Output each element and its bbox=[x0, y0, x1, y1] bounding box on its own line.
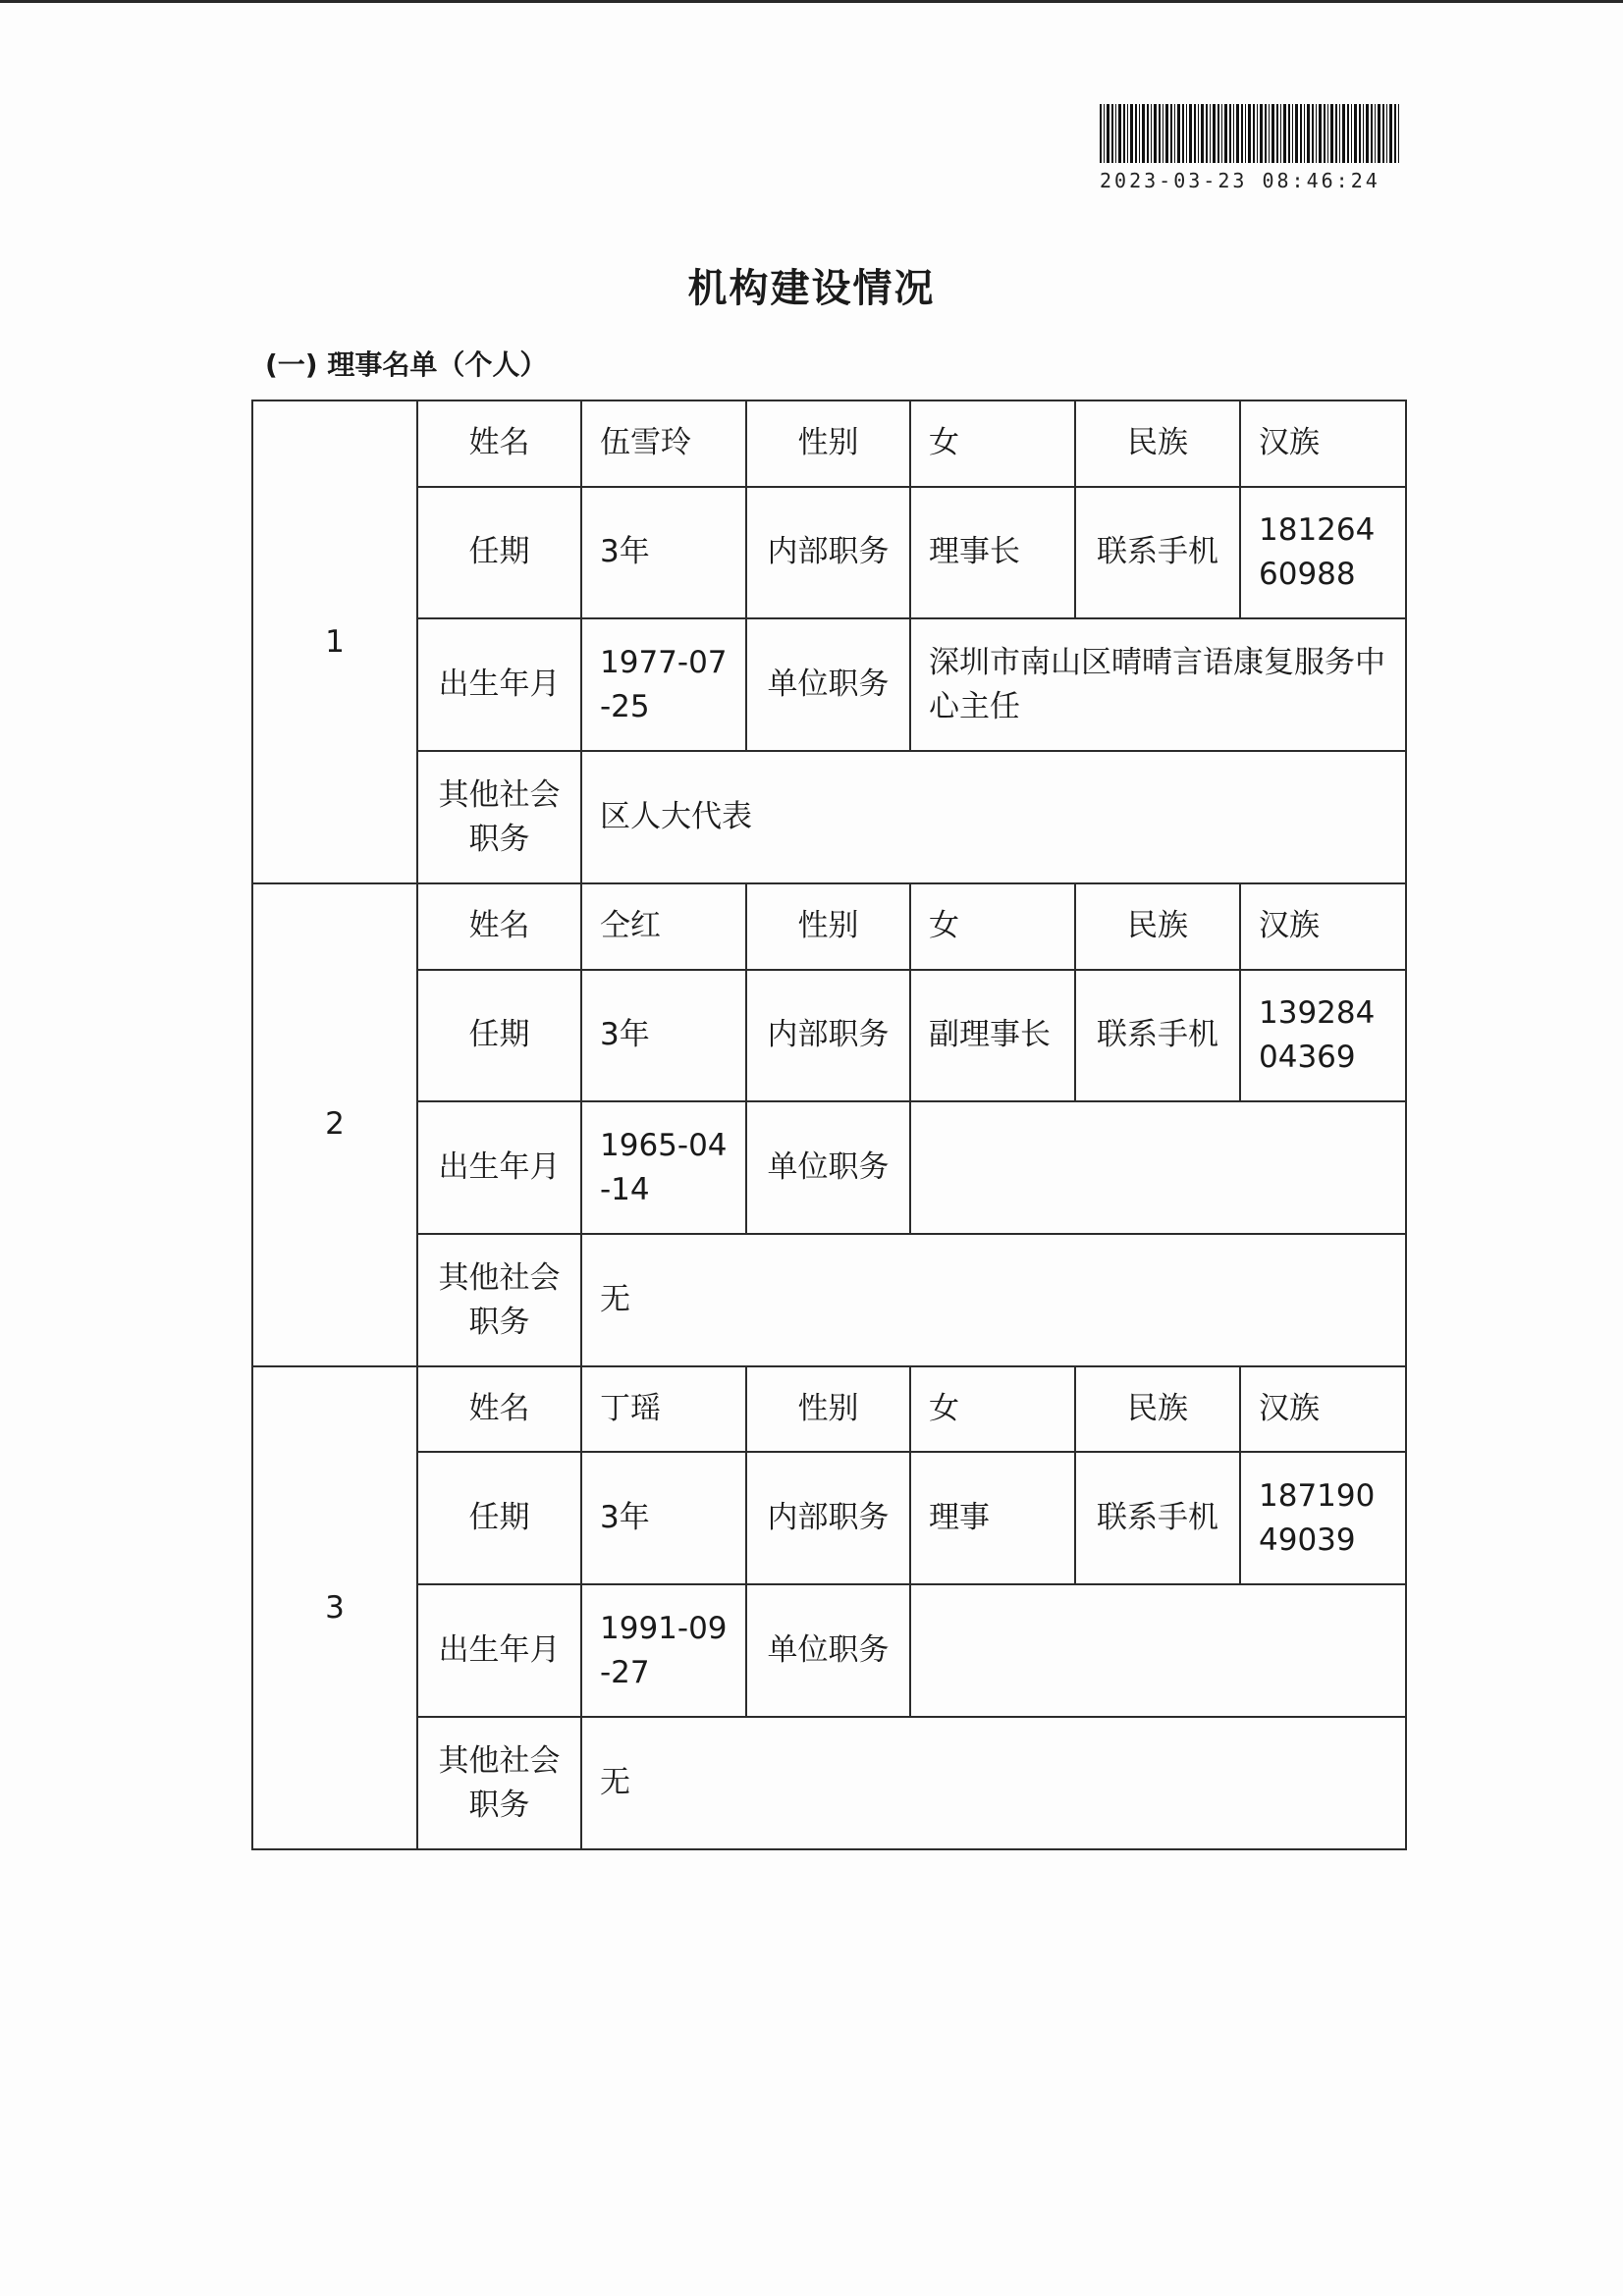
table-row bbox=[252, 1452, 1406, 1584]
label-gender: 性别 bbox=[746, 883, 910, 970]
member-gender: 女 bbox=[910, 1366, 1075, 1453]
member-ethnicity: 汉族 bbox=[1240, 883, 1406, 970]
member-term: 3年 bbox=[581, 487, 746, 619]
table-row bbox=[252, 618, 1406, 751]
member-unit-position bbox=[910, 1101, 1406, 1234]
label-unit-position: 单位职务 bbox=[746, 1584, 910, 1717]
label-name: 姓名 bbox=[417, 1366, 581, 1453]
label-birth-date: 出生年月 bbox=[417, 1101, 581, 1234]
member-ethnicity: 汉族 bbox=[1240, 400, 1406, 487]
label-name: 姓名 bbox=[417, 400, 581, 487]
member-gender: 女 bbox=[910, 400, 1075, 487]
label-unit-position: 单位职务 bbox=[746, 1101, 910, 1234]
member-birth-date: 1991-09-27 bbox=[581, 1584, 746, 1717]
label-ethnicity: 民族 bbox=[1075, 400, 1240, 487]
label-internal-position: 内部职务 bbox=[746, 487, 910, 619]
member-internal-position: 副理事长 bbox=[910, 970, 1075, 1102]
label-other-social-positions: 其他社会职务 bbox=[417, 1234, 581, 1366]
member-birth-date: 1965-04-14 bbox=[581, 1101, 746, 1234]
label-name: 姓名 bbox=[417, 883, 581, 970]
member-gender: 女 bbox=[910, 883, 1075, 970]
table-row bbox=[252, 1234, 1406, 1366]
label-other-social-positions: 其他社会职务 bbox=[417, 1717, 581, 1849]
table-row bbox=[252, 1101, 1406, 1234]
label-gender: 性别 bbox=[746, 1366, 910, 1453]
label-internal-position: 内部职务 bbox=[746, 1452, 910, 1584]
member-internal-position: 理事长 bbox=[910, 487, 1075, 619]
council-member-table bbox=[251, 400, 1407, 1850]
table-row bbox=[252, 1584, 1406, 1717]
member-name: 仝红 bbox=[581, 883, 746, 970]
member-index: 2 bbox=[252, 883, 417, 1366]
member-phone: 18126460988 bbox=[1240, 487, 1406, 619]
document-title: 机构建设情况 bbox=[687, 266, 936, 311]
member-index: 1 bbox=[252, 400, 417, 883]
scan-top-edge bbox=[0, 0, 1623, 3]
member-other-social-positions: 区人大代表 bbox=[581, 751, 1406, 883]
member-internal-position: 理事 bbox=[910, 1452, 1075, 1584]
member-other-social-positions: 无 bbox=[581, 1717, 1406, 1849]
member-unit-position: 深圳市南山区晴晴言语康复服务中心主任 bbox=[910, 618, 1406, 751]
label-other-social-positions: 其他社会职务 bbox=[417, 751, 581, 883]
table-row bbox=[252, 751, 1406, 883]
barcode-stamp bbox=[1100, 104, 1400, 192]
label-phone: 联系手机 bbox=[1075, 970, 1240, 1102]
section-heading: (一) 理事名单（个人） bbox=[265, 348, 548, 381]
label-unit-position: 单位职务 bbox=[746, 618, 910, 751]
table-row bbox=[252, 487, 1406, 619]
member-name: 伍雪玲 bbox=[581, 400, 746, 487]
label-gender: 性别 bbox=[746, 400, 910, 487]
member-phone: 18719049039 bbox=[1240, 1452, 1406, 1584]
barcode-timestamp: 2023-03-23 08:46:24 bbox=[1100, 169, 1380, 192]
member-term: 3年 bbox=[581, 970, 746, 1102]
table-row bbox=[252, 1717, 1406, 1849]
label-phone: 联系手机 bbox=[1075, 1452, 1240, 1584]
member-unit-position bbox=[910, 1584, 1406, 1717]
member-ethnicity: 汉族 bbox=[1240, 1366, 1406, 1453]
barcode-image bbox=[1100, 104, 1400, 163]
member-birth-date: 1977-07-25 bbox=[581, 618, 746, 751]
table-row bbox=[252, 970, 1406, 1102]
label-term: 任期 bbox=[417, 487, 581, 619]
label-phone: 联系手机 bbox=[1075, 487, 1240, 619]
member-phone: 13928404369 bbox=[1240, 970, 1406, 1102]
table-row bbox=[252, 883, 1406, 970]
table-row bbox=[252, 1366, 1406, 1453]
label-birth-date: 出生年月 bbox=[417, 1584, 581, 1717]
member-term: 3年 bbox=[581, 1452, 746, 1584]
label-term: 任期 bbox=[417, 1452, 581, 1584]
label-birth-date: 出生年月 bbox=[417, 618, 581, 751]
label-ethnicity: 民族 bbox=[1075, 883, 1240, 970]
member-name: 丁瑶 bbox=[581, 1366, 746, 1453]
member-other-social-positions: 无 bbox=[581, 1234, 1406, 1366]
label-ethnicity: 民族 bbox=[1075, 1366, 1240, 1453]
label-term: 任期 bbox=[417, 970, 581, 1102]
label-internal-position: 内部职务 bbox=[746, 970, 910, 1102]
member-index: 3 bbox=[252, 1366, 417, 1849]
table-row bbox=[252, 400, 1406, 487]
